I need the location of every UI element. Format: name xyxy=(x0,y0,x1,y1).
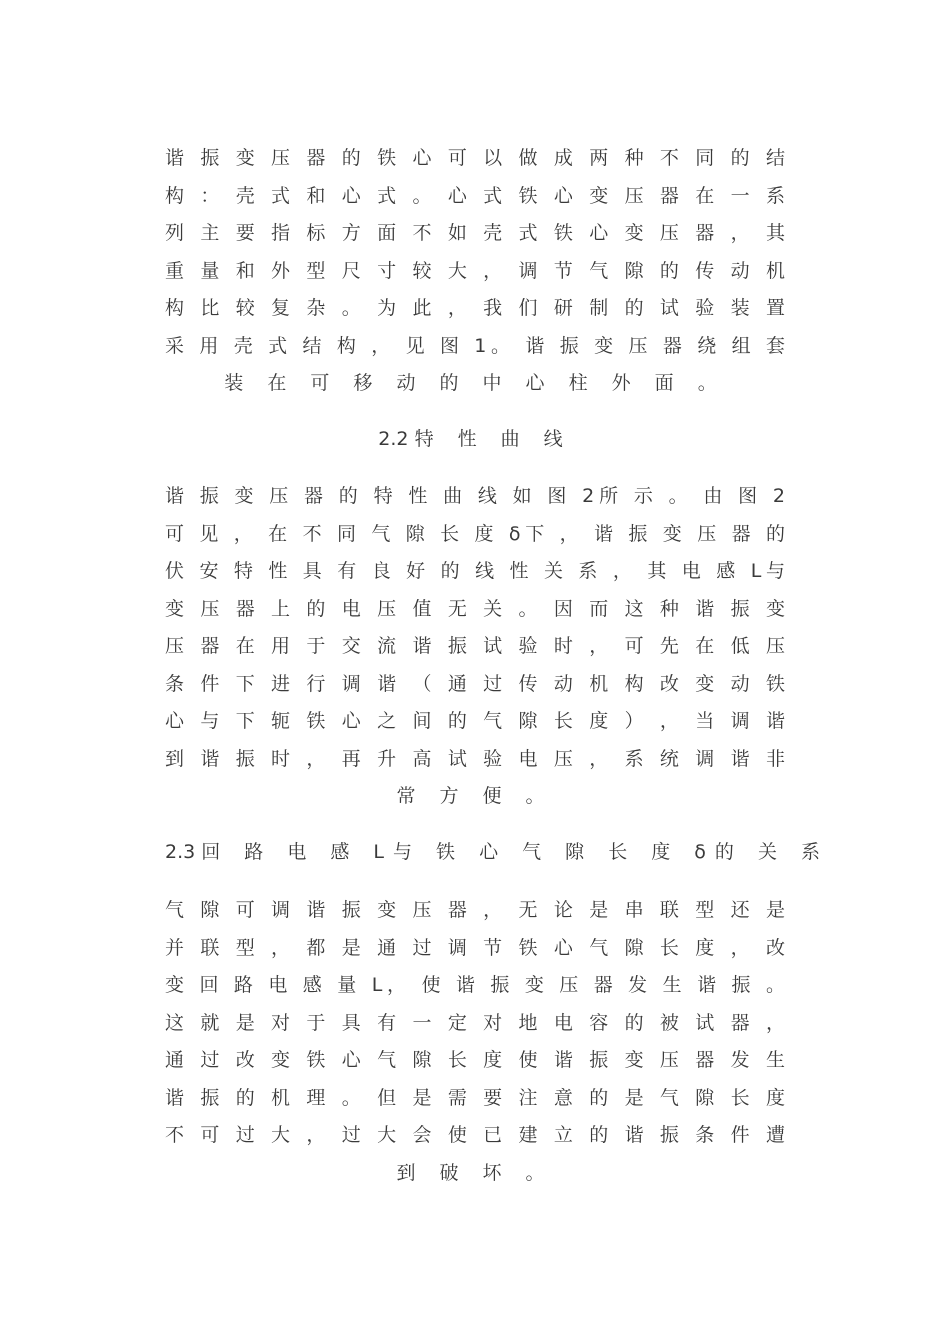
paragraph-line: 到 谐 振 时 ， 再 升 高 试 验 电 压 ， 系 统 调 谐 非 xyxy=(165,747,785,770)
paragraph-line: 采 用 壳 式 结 构 ， 见 图 1。 谐 振 变 压 器 绕 组 套 xyxy=(165,334,785,357)
paragraph-last-line: 到 破 坏 。 xyxy=(396,1161,554,1184)
paragraph-line: 构 ： 壳 式 和 心 式 。 心 式 铁 心 变 压 器 在 一 系 xyxy=(165,184,785,207)
heading-number: 2.2 xyxy=(378,428,409,450)
paragraph-line: 伏 安 特 性 具 有 良 好 的 线 性 关 系 ， 其 电 感 L与 xyxy=(165,560,785,582)
section-heading-2-3 xyxy=(165,834,829,871)
paragraph-line: 气 隙 可 调 谐 振 变 压 器 ， 无 论 是 串 联 型 还 是 xyxy=(165,899,785,921)
paragraph-core-structure xyxy=(165,140,785,403)
paragraph-line: 谐 振 变 压 器 的 特 性 曲 线 如 图 2所 示 。 由 图 2 xyxy=(165,485,785,507)
paragraph-line: 并 联 型 ， 都 是 通 过 调 节 铁 心 气 隙 长 度 ， 改 xyxy=(165,936,785,959)
paragraph-line: 通 过 改 变 铁 心 气 隙 长 度 使 谐 振 变 压 器 发 生 xyxy=(165,1049,785,1071)
paragraph-last-line: 装 在 可 移 动 的 中 心 柱 外 面 。 xyxy=(224,372,726,394)
paragraph-last-line: 常 方 便 。 xyxy=(396,785,554,807)
paragraph-line: 条 件 下 进 行 调 谐 （ 通 过 传 动 机 构 改 变 动 铁 xyxy=(165,672,785,695)
paragraph-line: 谐 振 的 机 理 。 但 是 需 要 注 意 的 是 气 隙 长 度 xyxy=(165,1086,785,1109)
paragraph-line: 谐 振 变 压 器 的 铁 心 可 以 做 成 两 种 不 同 的 结 xyxy=(165,147,785,169)
paragraph-line: 变 回 路 电 感 量 L， 使 谐 振 变 压 器 发 生 谐 振 。 xyxy=(165,974,785,996)
section-heading-2-2 xyxy=(165,421,785,458)
paragraph-inductance-gap xyxy=(165,892,785,1192)
heading-number: 2.3 xyxy=(165,841,196,863)
heading-title: 回 路 电 感 L与 铁 心 气 隙 长 度 δ的 关 系 xyxy=(201,841,829,863)
paragraph-line: 压 器 在 用 于 交 流 谐 振 试 验 时 ， 可 先 在 低 压 xyxy=(165,635,785,657)
paragraph-line: 这 就 是 对 于 具 有 一 定 对 地 电 容 的 被 试 器 ， xyxy=(165,1011,785,1034)
paragraph-line: 构 比 较 复 杂 。 为 此 ， 我 们 研 制 的 试 验 装 置 xyxy=(165,297,785,319)
paragraph-line: 心 与 下 轭 铁 心 之 间 的 气 隙 长 度 ） ， 当 调 谐 xyxy=(165,710,785,732)
heading-title: 特 性 曲 线 xyxy=(414,428,572,450)
paragraph-line: 不 可 过 大 ， 过 大 会 使 已 建 立 的 谐 振 条 件 遭 xyxy=(165,1124,785,1146)
paragraph-characteristic-curve xyxy=(165,478,785,816)
paragraph-line: 可 见 ， 在 不 同 气 隙 长 度 δ下 ， 谐 振 变 压 器 的 xyxy=(165,522,785,545)
paragraph-line: 重 量 和 外 型 尺 寸 较 大 ， 调 节 气 隙 的 传 动 机 xyxy=(165,259,785,282)
paragraph-line: 变 压 器 上 的 电 压 值 无 关 。 因 而 这 种 谐 振 变 xyxy=(165,597,785,620)
paragraph-line: 列 主 要 指 标 方 面 不 如 壳 式 铁 心 变 压 器 ， 其 xyxy=(165,222,785,244)
